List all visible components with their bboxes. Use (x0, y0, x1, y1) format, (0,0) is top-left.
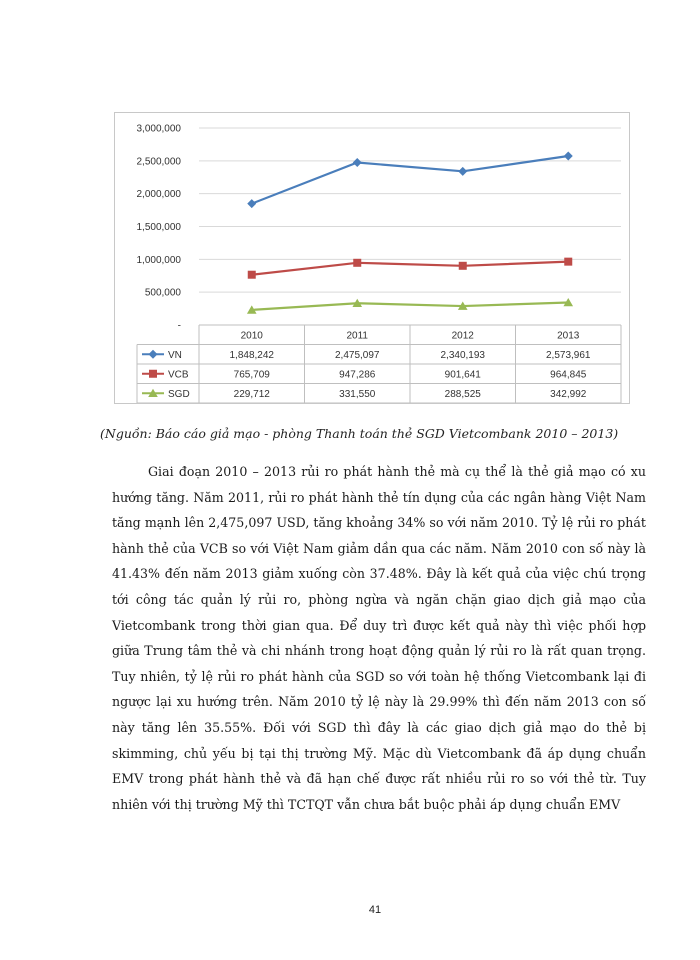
series-line-sgd (252, 302, 569, 309)
body-text (112, 459, 646, 817)
legend-label-sgd: SGD (168, 388, 190, 400)
data-point-vcb (459, 262, 467, 270)
y-tick-label: 2,000,000 (136, 189, 181, 201)
data-label-vn: 2,573,961 (546, 349, 591, 361)
legend-marker-vcb (149, 370, 157, 378)
x-tick-label: 2012 (451, 330, 474, 342)
data-label-sgd: 342,992 (550, 388, 587, 400)
data-label-vn: 1,848,242 (229, 349, 274, 361)
y-tick-label: 2,500,000 (136, 156, 181, 168)
data-label-vcb: 947,286 (339, 369, 376, 381)
data-label-sgd: 288,525 (444, 388, 481, 400)
data-point-vcb (248, 271, 256, 279)
data-label-vn: 2,340,193 (440, 349, 485, 361)
line-chart-svg (115, 113, 629, 403)
y-tick-label: 500,000 (144, 287, 181, 299)
data-label-sgd: 229,712 (233, 388, 270, 400)
data-point-vn (247, 199, 256, 208)
y-tick-label: - (177, 320, 181, 332)
series-line-vn (252, 156, 569, 204)
x-tick-label: 2011 (346, 330, 369, 342)
data-point-vcb (564, 258, 572, 266)
data-point-vn (564, 151, 573, 160)
x-tick-label: 2010 (240, 330, 263, 342)
legend-marker-vn (149, 350, 158, 359)
data-label-sgd: 331,550 (339, 388, 376, 400)
data-point-vn (353, 158, 362, 167)
y-tick-label: 1,500,000 (136, 222, 181, 233)
legend-label-vn: VN (168, 349, 182, 361)
y-tick-label: 3,000,000 (136, 123, 181, 135)
chart-caption: (Nguồn: Báo cáo giả mạo - phòng Thanh toán thẻ SGD Vietcombank 2010 – 2013) (100, 426, 619, 441)
legend-label-vcb: VCB (168, 369, 189, 381)
data-point-vn (458, 167, 467, 176)
data-label-vn: 2,475,097 (335, 349, 380, 361)
data-point-vcb (353, 259, 361, 267)
series-line-vcb (252, 262, 569, 275)
data-label-vcb: 765,709 (233, 369, 270, 381)
line-chart (114, 112, 630, 404)
y-tick-label: 1,000,000 (136, 254, 181, 266)
data-label-vcb: 964,845 (550, 369, 587, 381)
x-tick-label: 2013 (557, 330, 580, 342)
page-number: 41 (368, 904, 382, 916)
data-label-vcb: 901,641 (444, 369, 481, 381)
body-paragraph: Giai đoạn 2010 – 2013 rủi ro phát hành thẻ mà cụ thể là thẻ giả mạo có xu hướng tăng. Năm 2011, rủi ro phát hành thẻ tín dụng của các ngân hàng Việt Nam tăng mạnh lên 2,475,097 USD, tăng khoảng 34% so với năm 2010. Tỷ lệ rủi ro phát hành thẻ của VCB so với Việt Nam giảm dần qua các năm. Năm 2010 con số này là 41.43% đến năm 2013 giảm xuống còn 37.48%. Đây là kết quả của việc chú trọng tới công tác quản lý rủi ro, phòng ngừa và ngăn chặn giao dịch giả mạo của Vietcombank trong thời gian qua. Để duy trì được kết quả này thì việc phối hợp giữa Trung tâm thẻ và chi nhánh trong hoạt động quản lý rủi ro là rất quan trọng. Tuy nhiên, tỷ lệ rủi ro phát hành của SGD so với toàn hệ thống Vietcombank lại đi ngược lại xu hướng trên. Năm 2010 tỷ lệ này là 29.99% thì đến năm 2013 con số này tăng lên 35.55%. Đối với SGD thì đây là các giao dịch giả mạo do thẻ bị skimming, chủ yếu bị tại thị trường Mỹ. Mặc dù Vietcombank đã áp dụng chuẩn EMV trong phát hành thẻ và đã hạn chế được rất nhiều rủi ro so với thẻ từ. Tuy nhiên với thị trường Mỹ thì TCTQT vẫn chưa bắt buộc phải áp dụng chuẩn EMV (112, 464, 646, 812)
